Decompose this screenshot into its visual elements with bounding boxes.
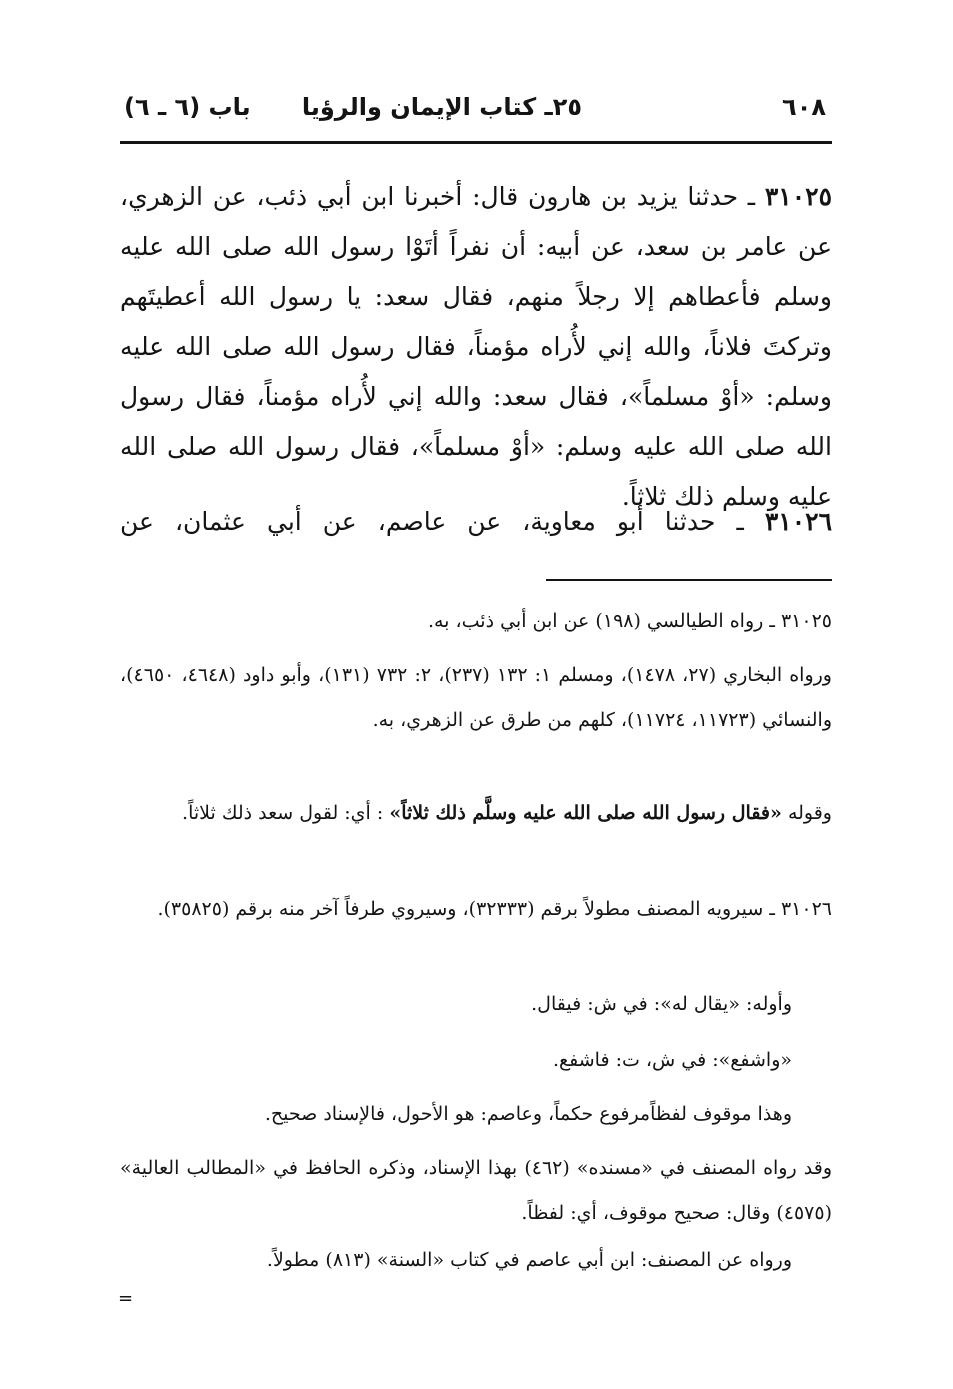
hadith-number: ٣١٠٢٦ (764, 507, 832, 536)
hadith-number: ٣١٠٢٥ (764, 182, 832, 211)
footnote-rest: : أي: لقول سعد ذلك ثلاثاً. (182, 802, 384, 824)
footnote-31026-grading: وهذا موقوف لفظاًمرفوع حكماً، وعاصم: هو الأحول، فالإسناد صحيح. (264, 1103, 792, 1125)
hadith-31025 (120, 172, 832, 522)
footnote-31026-variant-1: وأوله: «يقال له»: في ش: فيقال. (531, 993, 792, 1015)
header-rule (120, 141, 832, 144)
footnote-separator (546, 579, 832, 581)
continuation-mark: = (118, 1288, 134, 1309)
footnote-prefix: وقوله (787, 802, 832, 824)
page-number: ٦٠٨ (782, 93, 826, 121)
chapter-label: باب (٦ ـ ٦) (124, 93, 251, 121)
hadith-text: ـ حدثنا أبو معاوية، عن عاصم، عن أبي عثمان، عن (120, 507, 744, 536)
footnote-31026-musnad: وقد رواه المصنف في «مسنده» (٤٦٢) بهذا الإسناد، وذكره الحافظ في «المطالب العالية» (٤٥٧٥) وقال: صحيح موقوف، أي: لفظاً. (120, 1157, 832, 1224)
book-title: ٢٥ـ كتاب الإيمان والرؤيا (301, 93, 582, 121)
hadith-31026 (120, 497, 832, 547)
footnote-quote: «فقال رسول الله صلى الله عليه وسلَّم ذلك ثلاثاً» (389, 802, 782, 824)
footnote-31026: ٣١٠٢٦ ـ سيرويه المصنف مطولاً برقم (٣٢٣٣٣)، وسيروي طرفاً آخر منه برقم (٣٥٨٢٥). (157, 898, 832, 920)
footnote-31026-variant-2: «واشفع»: في ش، ت: فاشفع. (553, 1049, 792, 1071)
running-header (120, 88, 832, 140)
footnote-31025-sources: ورواه البخاري (٢٧، ١٤٧٨)، ومسلم ١: ١٣٢ (٢٣٧)، ٢: ٧٣٢ (١٣١)، وأبو داود (٤٦٤٨، ٤٦٥٠)، والنسائي (١١٧٢٣، ١١٧٢٤)، كلهم من طرق عن الزهري، به. (120, 664, 832, 731)
footnote-31026-sunnah: ورواه عن المصنف: ابن أبي عاصم في كتاب «السنة» (٨١٣) مطولاً. (266, 1249, 792, 1271)
footnote-31025: ٣١٠٢٥ ـ رواه الطيالسي (١٩٨) عن ابن أبي ذئب، به. (427, 610, 832, 632)
footnote-31025-comment (120, 791, 832, 836)
hadith-text: ـ حدثنا يزيد بن هارون قال: أخبرنا ابن أبي ذئب، عن الزهري، عن عامر بن سعد، عن أبيه: أن نفراً أتَوْا رسول الله صلى الله عليه وسلم فأعطاهم إلا رجلاً منهم، فقال سعد: يا رسول الله أعطيتَهم وتركتَ فلاناً، والله إني لأُراه مؤمناً، فقال رسول الله صلى الله عليه وسلم: «أوْ مسلماً»، فقال سعد: والله إني لأُراه مؤمناً، فقال رسول الله صلى الله عليه وسلم: «أوْ مسلماً»، فقال رسول الله صلى الله عليه وسلم ذلك ثلاثاً. (120, 182, 832, 511)
